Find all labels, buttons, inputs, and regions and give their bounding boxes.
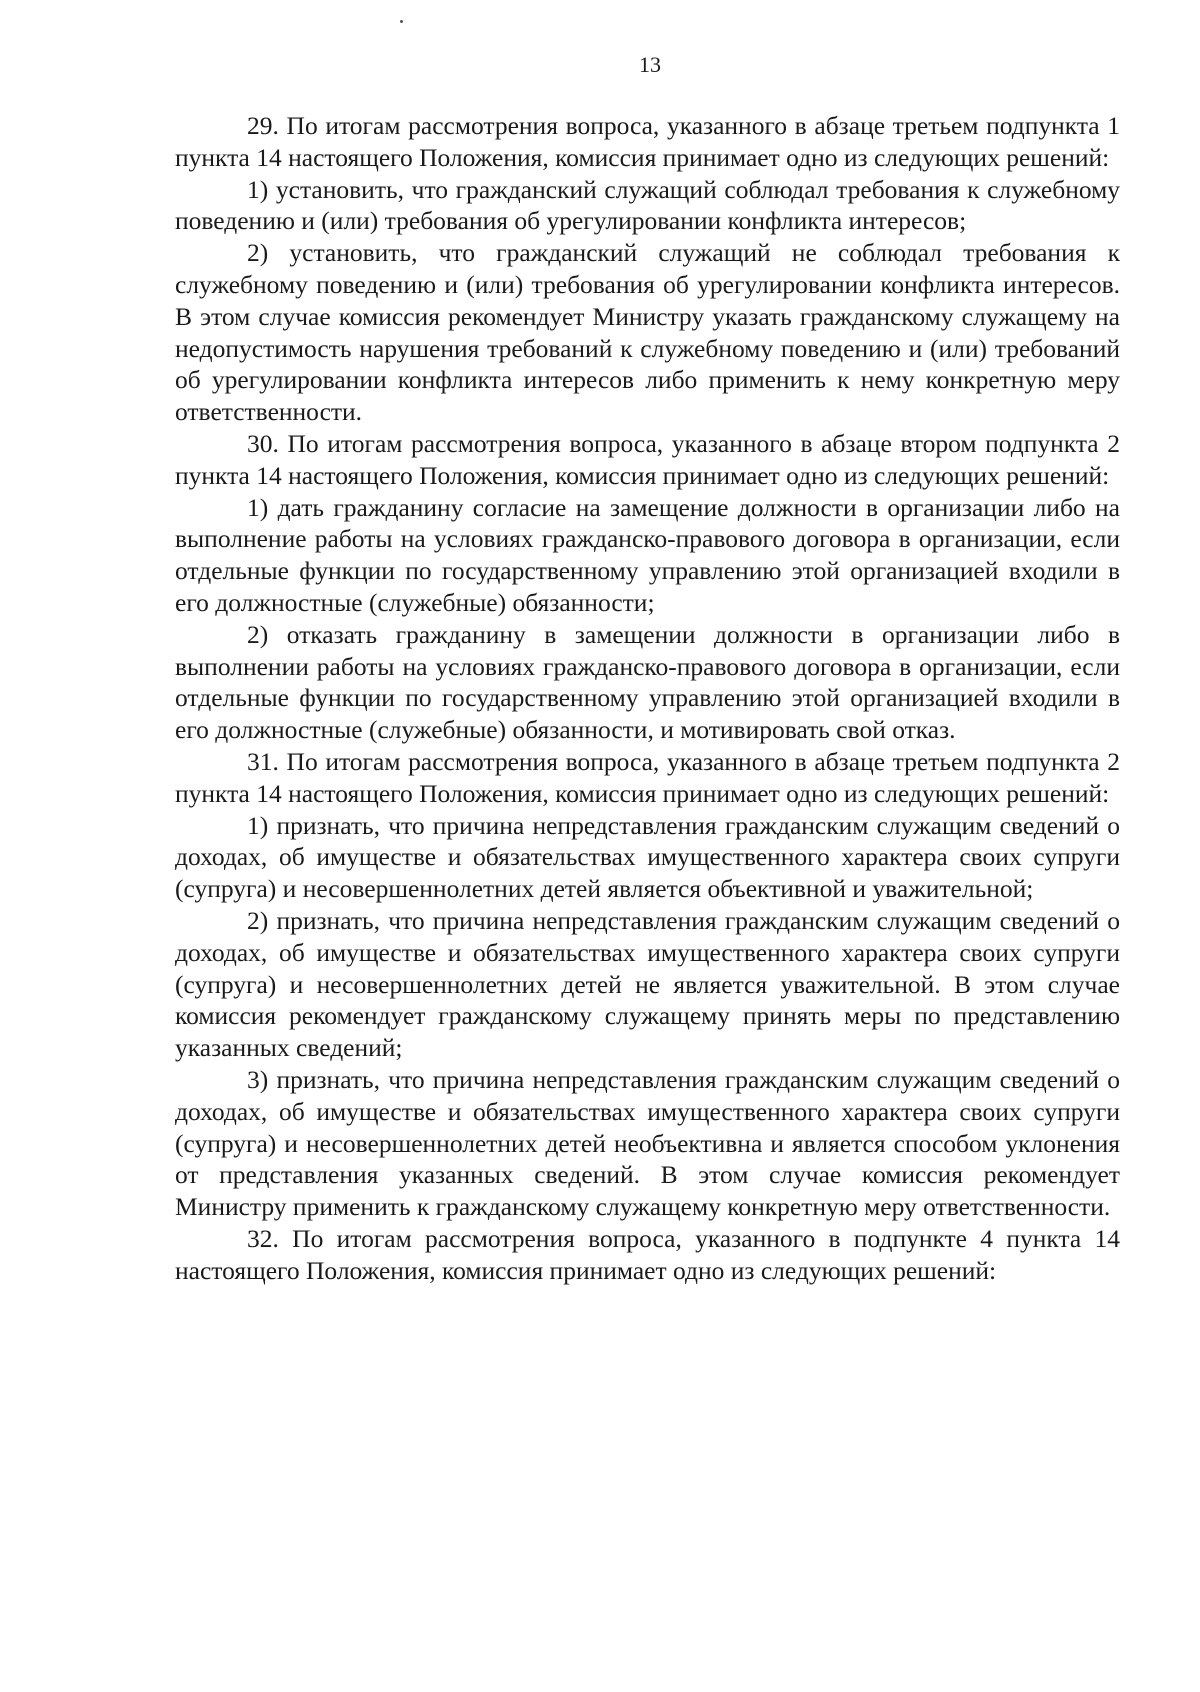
scan-speck (400, 20, 403, 23)
paragraph-30: 30. По итогам рассмотрения вопроса, указанного в абзаце втором подпункта 2 пункта 14 настоящего Положения, комиссия принимает одно из следующих решений: (175, 428, 1120, 490)
document-body (175, 110, 1120, 1286)
paragraph-32: 32. По итогам рассмотрения вопроса, указанного в подпункте 4 пункта 14 настоящего Положения, комиссия принимает одно из следующих решений: (175, 1223, 1120, 1285)
paragraph-31-item-1: 1) признать, что причина непредставления гражданским служащим сведений о доходах, об имуществе и обязательствах имущественного характера своих супруги (супруга) и несовершеннолетних детей является объективной и уважительной; (175, 810, 1120, 904)
page-number: 13 (639, 52, 661, 77)
paragraph-29: 29. По итогам рассмотрения вопроса, указанного в абзаце третьем подпункта 1 пункта 14 настоящего Положения, комиссия принимает одно из следующих решений: (175, 111, 1120, 172)
paragraph-31-item-2: 2) признать, что причина непредставления гражданским служащим сведений о доходах, об имуществе и обязательствах имущественного характера своих супруги (супруга) и несовершеннолетних детей не является уважительной. В этом случае комиссия рекомендует гражданскому служащему принять меры по представлению указанных сведений; (175, 905, 1120, 1063)
paragraph-31: 31. По итогам рассмотрения вопроса, указанного в абзаце третьем подпункта 2 пункта 14 настоящего Положения, комиссия принимает одно из следующих решений: (175, 746, 1120, 808)
paragraph-29-item-2: 2) установить, что гражданский служащий не соблюдал требования к служебному поведению и (или) требования об урегулировании конфликта интересов. В этом случае комиссия рекомендует Министру указать гражданскому служащему на недопустимость нарушения требований к служебному поведению и (или) требований об урегулировании конфликта интересов либо применить к нему конкретную меру ответственности. (175, 238, 1120, 427)
paragraph-30-item-1: 1) дать гражданину согласие на замещение должности в организации либо на выполнение работы на условиях гражданско-правового договора в организации, если отдельные функции по государственному управлению этой организацией входили в его должностные (служебные) обязанности; (175, 492, 1120, 617)
paragraph-30-item-2: 2) отказать гражданину в замещении должности в организации либо в выполнении работы на условиях гражданско-правового договора в организации, если отдельные функции по государственному управлению этой организацией входили в его должностные (служебные) обязанности, и мотивировать свой отказ. (175, 619, 1120, 745)
paragraph-29-item-1: 1) установить, что гражданский служащий соблюдал требования к служебному поведению и (или) требования об урегулировании конфликта интересов; (175, 174, 1120, 236)
paragraph-31-item-3: 3) признать, что причина непредставления гражданским служащим сведений о доходах, об имуществе и обязательствах имущественного характера своих супруги (супруга) и несовершеннолетних детей необъективна и является способом уклонения от представления указанных сведений. В этом случае комиссия рекомендует Министру применить к гражданскому служащему конкретную меру ответственности. (175, 1064, 1120, 1222)
